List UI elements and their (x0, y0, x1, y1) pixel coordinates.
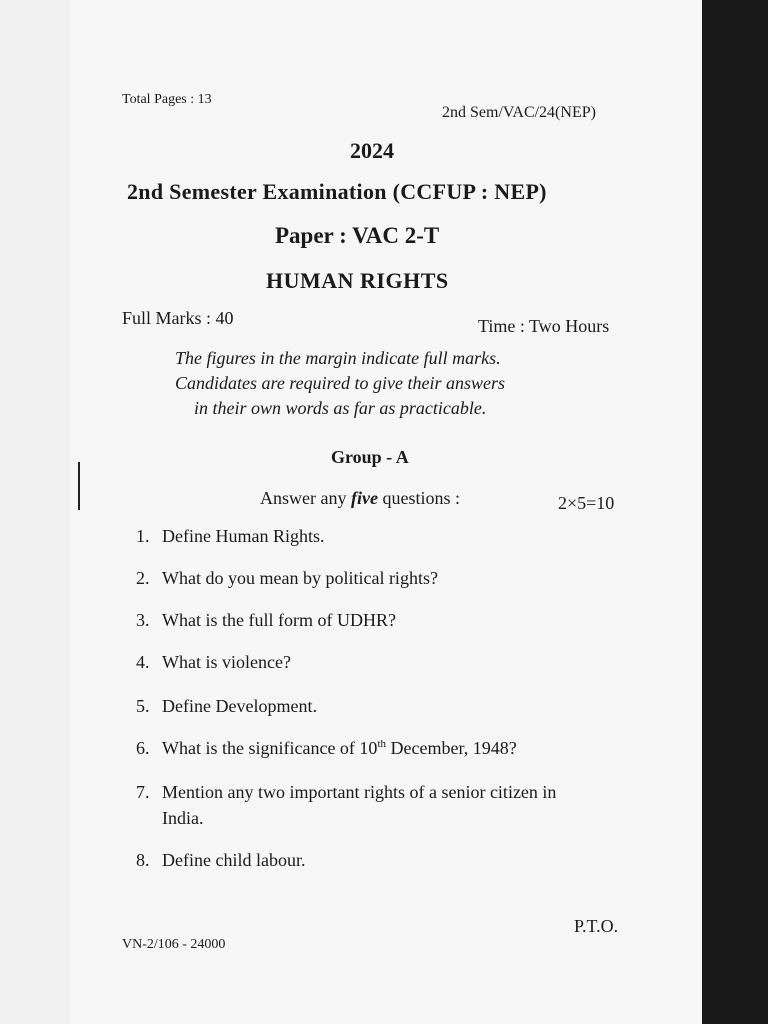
question-item (136, 526, 324, 547)
answer-instruction (260, 488, 460, 509)
question-number: 1. (136, 526, 150, 546)
question-number: 8. (136, 850, 150, 870)
paper-code: 2nd Sem/VAC/24(NEP) (442, 104, 596, 121)
question-item (136, 568, 438, 589)
instruction-line-2: Candidates are required to give their answers (175, 373, 505, 393)
group-a-marks: 2×5=10 (558, 493, 615, 513)
question-number: 2. (136, 568, 150, 588)
group-a-heading: Group - A (331, 447, 409, 467)
question-text: What is the full form of UDHR? (162, 610, 396, 630)
print-code: VN-2/106 - 24000 (122, 937, 226, 952)
superscript-th: th (377, 738, 386, 750)
answer-suffix: questions : (377, 488, 460, 508)
question-text: Define Human Rights. (162, 526, 325, 546)
pto-label: P.T.O. (574, 916, 619, 936)
exam-title: 2nd Semester Examination (CCFUP : NEP) (127, 179, 547, 204)
question-text: Define Development. (162, 696, 317, 716)
question-item (136, 696, 317, 717)
scan-left-margin (0, 0, 70, 1024)
question-number: 5. (136, 696, 150, 716)
question-item (136, 782, 556, 803)
answer-prefix: Answer any (260, 488, 351, 508)
paper-name: Paper : VAC 2-T (275, 223, 440, 248)
question-number: 6. (136, 738, 150, 758)
exam-paper-page (70, 0, 702, 1024)
question-number: 4. (136, 652, 150, 672)
question-text-before: What is the significance of 10 (162, 738, 378, 758)
question-text-after: December, 1948? (386, 738, 517, 758)
question-text: What do you mean by political rights? (162, 568, 438, 588)
scan-margin-mark (78, 462, 80, 510)
question-item (136, 610, 396, 631)
question-item (136, 850, 305, 871)
question-number: 3. (136, 610, 150, 630)
full-marks: Full Marks : 40 (122, 308, 234, 328)
answer-count: five (350, 488, 378, 508)
question-text: Define child labour. (162, 850, 306, 870)
instruction-line-3: in their own words as far as practicable. (194, 398, 487, 418)
scan-dark-edge (702, 0, 768, 1024)
total-pages: Total Pages : 13 (122, 92, 212, 107)
question-item (136, 652, 291, 673)
subject-title: HUMAN RIGHTS (266, 268, 449, 293)
exam-year: 2024 (350, 138, 394, 163)
question-text: What is violence? (162, 652, 291, 672)
time-allowed: Time : Two Hours (478, 316, 610, 336)
question-text-continued: India. (162, 808, 204, 828)
instruction-line-1: The figures in the margin indicate full marks. (175, 348, 501, 368)
question-number: 7. (136, 782, 150, 802)
question-text: Mention any two important rights of a senior citizen in (162, 782, 557, 802)
question-item (136, 738, 517, 759)
